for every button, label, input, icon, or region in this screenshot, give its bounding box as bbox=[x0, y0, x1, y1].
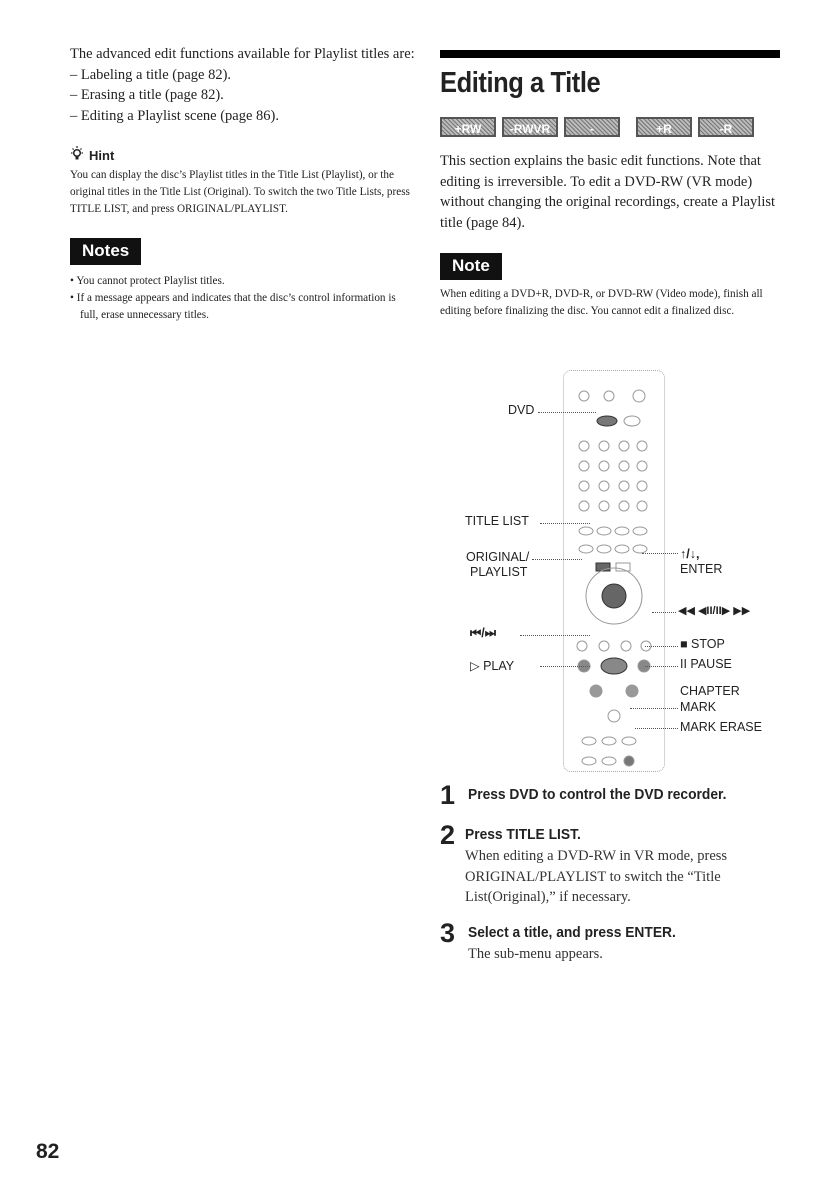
section-text: This section explains the basic edit functions. Note that editing is irreversible. To edit a DVD-RW (VR mode) without changing the original recordings, create a Playlist title (page 84). bbox=[440, 153, 776, 231]
notes-badge: Notes bbox=[70, 238, 141, 265]
label-skip: ⏮/⏭ bbox=[470, 626, 496, 640]
disc-type-icons bbox=[440, 117, 780, 156]
leader-line bbox=[540, 666, 590, 667]
intro-line: – Editing a Playlist scene (page 86). bbox=[70, 107, 279, 124]
intro-line: The advanced edit functions available for Playlist titles are: bbox=[70, 46, 415, 62]
lightbulb-icon bbox=[70, 146, 84, 165]
leader-line bbox=[520, 635, 590, 636]
leader-line bbox=[645, 646, 678, 647]
label-playlist: PLAYLIST bbox=[470, 565, 528, 579]
label-enter: ENTER bbox=[680, 562, 723, 576]
note-item: • You cannot protect Playlist titles. bbox=[70, 275, 225, 287]
hint-heading bbox=[70, 146, 415, 165]
label-arrows: ↑/↓, bbox=[680, 547, 700, 561]
disc-plus-rw-icon: +RW bbox=[440, 117, 496, 137]
intro-line: – Erasing a title (page 82). bbox=[70, 87, 224, 103]
note-item: • If a message appears and indicates that the disc’s control information is full, erase unnecessary titles. bbox=[70, 292, 396, 321]
label-play: ▷ PLAY bbox=[470, 659, 515, 673]
leader-line bbox=[645, 666, 678, 667]
label-original: ORIGINAL/ bbox=[466, 550, 530, 564]
step-number: 3 bbox=[440, 917, 456, 948]
note-text: When editing a DVD+R, DVD-R, or DVD-RW (Video mode), finish all editing before finalizing the disc. You cannot edit a finalized disc. bbox=[440, 288, 763, 317]
steps-list bbox=[440, 780, 780, 974]
intro-text bbox=[70, 44, 415, 126]
disc-rw-vr-icon: -RWVR bbox=[502, 117, 558, 137]
step-2 bbox=[440, 820, 780, 908]
step-body: When editing a DVD-RW in VR mode, press ORIGINAL/PLAYLIST to switch the “Title List(Original),” if necessary. bbox=[465, 848, 728, 905]
disc-plus-r-icon: +R bbox=[636, 117, 692, 137]
leader-line bbox=[635, 728, 678, 729]
section-rule bbox=[440, 50, 780, 58]
step-number: 2 bbox=[440, 820, 456, 850]
label-mark-erase: MARK ERASE bbox=[680, 720, 762, 734]
remote-diagram bbox=[440, 360, 800, 780]
disc-rw-video-icon: -RWVideo bbox=[564, 117, 620, 137]
right-column bbox=[440, 50, 780, 320]
hint-text: You can display the disc’s Playlist titles in the Title List (Playlist), or the original titles in the Title List (Original). To switch the two Title Lists, press TITLE LIST, and press ORIGINAL/PLAYLIST. bbox=[70, 169, 410, 215]
label-mark: MARK bbox=[680, 700, 717, 714]
disc-minus-r-icon: -R bbox=[698, 117, 754, 137]
leader-line bbox=[532, 559, 582, 560]
label-title-list: TITLE LIST bbox=[465, 514, 529, 528]
leader-line bbox=[652, 612, 676, 613]
step-title: Press DVD to control the DVD recorder. bbox=[468, 786, 727, 803]
left-column bbox=[70, 44, 415, 324]
note-badge: Note bbox=[440, 253, 502, 280]
hint-title: Hint bbox=[89, 148, 115, 163]
step-1 bbox=[440, 780, 780, 810]
intro-line: – Labeling a title (page 82). bbox=[70, 66, 232, 83]
notes-list bbox=[70, 273, 415, 324]
leader-line bbox=[642, 553, 678, 554]
step-3 bbox=[440, 918, 780, 965]
label-dvd: DVD bbox=[508, 403, 535, 417]
remote-control-illustration bbox=[563, 370, 665, 772]
step-body: The sub-menu appears. bbox=[468, 945, 603, 962]
leader-line bbox=[540, 523, 590, 524]
label-chapter: CHAPTER bbox=[680, 684, 740, 698]
step-title: Select a title, and press ENTER. bbox=[468, 923, 676, 941]
step-title: Press TITLE LIST. bbox=[465, 826, 581, 843]
label-scan-slow: ◀◀ ◀II/II▶ ▶▶ bbox=[678, 605, 751, 617]
leader-line bbox=[538, 412, 596, 413]
label-pause: II PAUSE bbox=[680, 657, 732, 671]
page-number: 82 bbox=[36, 1140, 60, 1163]
section-title: Editing a Title bbox=[440, 67, 601, 99]
remote-buttons-icon bbox=[564, 371, 664, 771]
label-stop: ■ STOP bbox=[680, 637, 725, 651]
leader-line bbox=[630, 708, 678, 709]
step-number: 1 bbox=[440, 780, 456, 810]
